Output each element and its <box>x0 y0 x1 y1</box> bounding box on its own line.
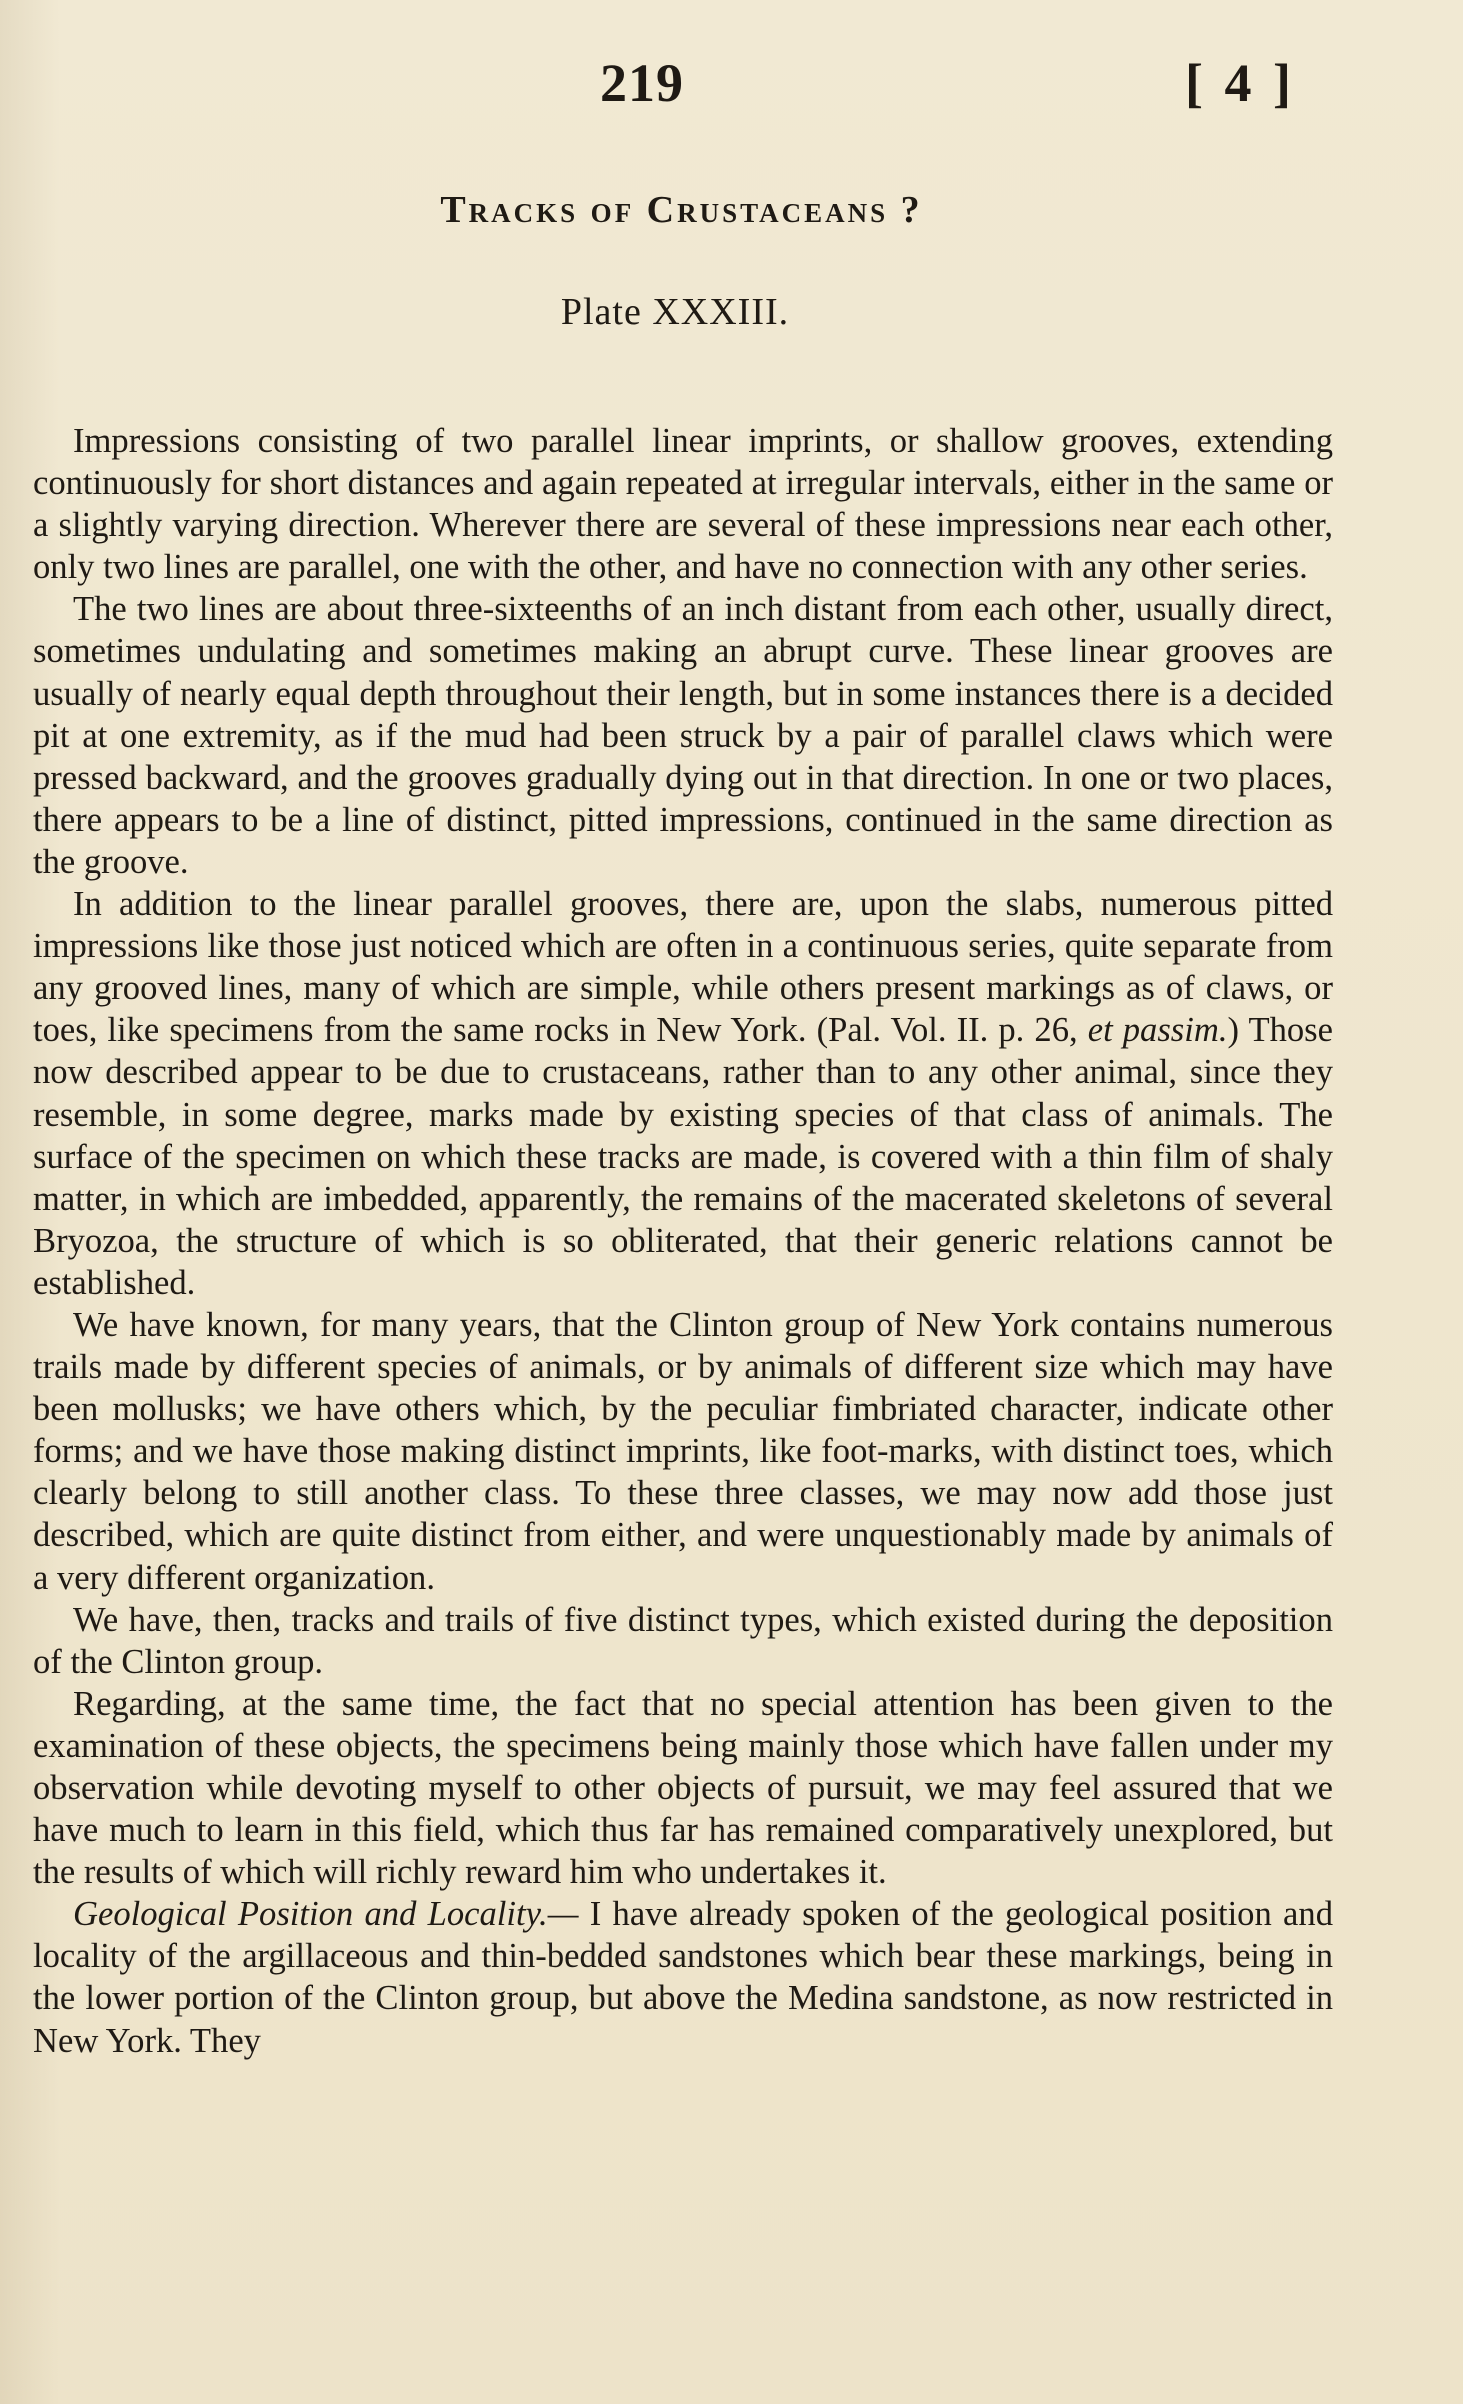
paragraph <box>33 883 1333 1304</box>
plate-reference: [ 4 ] <box>1185 53 1295 113</box>
page-number: 219 <box>600 53 684 113</box>
paragraph: The two lines are about three-sixteenths of an inch distant from each other, usually direct, sometimes undulating and sometimes making an abrupt curve. These linear grooves are usually of nearly equal depth throughout their length, but in some instances there is a decided pit at one extremity, as if the mud had been struck by a pair of parallel claws which were pressed backward, and the grooves gradually dying out in that direction. In one or two places, there appears to be a line of distinct, pitted impressions, continued in the same direction as the groove. <box>33 590 1333 881</box>
paragraph-text: ) Those now described appear to be due to crustaceans, rather than to any other animal, since they resemble, in some degree, marks made by existing species of that class of animals. The surface of the specimen on which these tracks are made, is covered with a thin film of shaly matter, in which are imbedded, apparently, the remains of the macerated skeletons of several Bryozoa, the structure of which is so obliterated, that their generic relations cannot be established. <box>33 1011 1333 1302</box>
paragraph-text: In addition to the linear parallel grooves, there are, upon the slabs, numerous pitted impressions like those just noticed which are often in a continuous series, quite separate from any grooved lines, many of which are simple, while others present markings as of claws, or toes, like specimens from the same rocks in New York. (Pal. Vol. II. p. 26, <box>33 885 1333 1050</box>
section-title: Tracks of Crustaceans ? <box>440 189 923 231</box>
body-text <box>33 420 1333 2062</box>
italic-subheading: Geological Position and Locality.— <box>73 1895 579 1934</box>
italic-citation: et passim. <box>1087 1011 1228 1050</box>
paragraph: We have known, for many years, that the Clinton group of New York contains numerous trails made by different species of animals, or by animals of different size which may have been mollusks; we have others which, by the peculiar fimbriated character, indicate other forms; and we have those making distinct imprints, like foot-marks, with distinct toes, which clearly belong to still another class. To these three classes, we may now add those just described, which are quite distinct from either, and were unquestionably made by animals of a very different organization. <box>33 1305 1333 1597</box>
paragraph <box>33 1893 1333 2061</box>
page-header <box>0 52 1463 132</box>
paragraph: Regarding, at the same time, the fact that no special attention has been given to the examination of these objects, the specimens being mainly those which have fallen under my observation while devoting myself to other objects of pursuit, we may feel assured that we have much to learn in this field, which thus far has remained comparatively unexplored, but the results of which will richly reward him who undertakes it. <box>33 1684 1333 1892</box>
plate-caption: Plate XXXIII. <box>560 291 790 333</box>
paragraph: We have, then, tracks and trails of five distinct types, which existed during the deposition of the Clinton group. <box>33 1600 1333 1681</box>
paragraph: Impressions consisting of two parallel linear imprints, or shallow grooves, extending continuously for short distances and again repeated at irregular intervals, either in the same or a slightly varying direction. Wherever there are several of these impressions near each other, only two lines are parallel, one with the other, and have no connection with any other series. <box>33 422 1333 587</box>
paragraph-text: I have already spoken of the geological position and locality of the argillaceous and thin-bedded sandstones which bear these markings, being in the lower portion of the Clinton group, but above the Medina sandstone, as now restricted in New York. They <box>33 1895 1333 2060</box>
